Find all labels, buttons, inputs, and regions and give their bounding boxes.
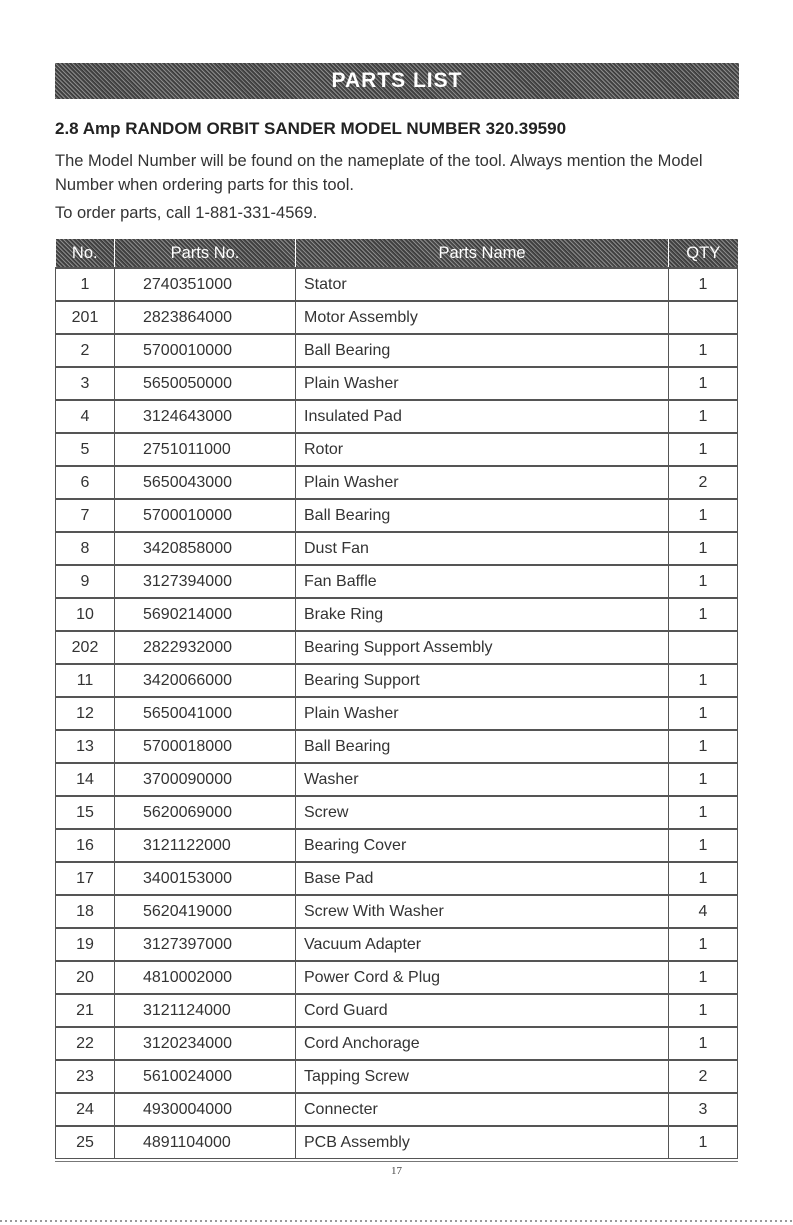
cell-parts-name: Insulated Pad	[296, 400, 669, 433]
cell-qty: 1	[669, 862, 738, 895]
cell-no: 16	[56, 829, 115, 862]
cell-parts-name: Motor Assembly	[296, 301, 669, 334]
cell-no: 10	[56, 598, 115, 631]
table-row	[56, 994, 738, 1027]
table-row	[56, 565, 738, 598]
table-row	[56, 400, 738, 433]
cell-parts-no: 3400153000	[115, 862, 296, 895]
cell-no: 14	[56, 763, 115, 796]
cell-parts-name: Connecter	[296, 1093, 669, 1126]
table-row	[56, 466, 738, 499]
cell-parts-name: Washer	[296, 763, 669, 796]
cell-parts-name: Tapping Screw	[296, 1060, 669, 1093]
cell-no: 23	[56, 1060, 115, 1093]
cell-parts-name: Bearing Cover	[296, 829, 669, 862]
table-row	[56, 499, 738, 532]
cell-parts-no: 5650043000	[115, 466, 296, 499]
cell-parts-no: 3127397000	[115, 928, 296, 961]
cell-parts-name: Screw With Washer	[296, 895, 669, 928]
cell-no: 15	[56, 796, 115, 829]
parts-table	[55, 239, 738, 1159]
order-phone-line: To order parts, call 1-881-331-4569.	[55, 204, 318, 222]
cell-qty: 2	[669, 466, 738, 499]
table-row	[56, 1027, 738, 1060]
table-row	[56, 928, 738, 961]
table-row	[56, 730, 738, 763]
cell-parts-name: Ball Bearing	[296, 334, 669, 367]
table-row	[56, 961, 738, 994]
cell-no: 13	[56, 730, 115, 763]
cell-qty: 1	[669, 598, 738, 631]
cell-parts-no: 2822932000	[115, 631, 296, 664]
model-number-description: The Model Number will be found on the nameplate of the tool. Always mention the Model Number when ordering parts for this tool.	[55, 152, 703, 194]
cell-parts-name: Stator	[296, 268, 669, 301]
cell-parts-name: Vacuum Adapter	[296, 928, 669, 961]
cell-parts-name: Fan Baffle	[296, 565, 669, 598]
cell-parts-no: 3121124000	[115, 994, 296, 1027]
cell-parts-no: 3420066000	[115, 664, 296, 697]
cell-parts-no: 5620419000	[115, 895, 296, 928]
cell-parts-name: Plain Washer	[296, 367, 669, 400]
table-row	[56, 268, 738, 301]
cell-parts-no: 4930004000	[115, 1093, 296, 1126]
cell-parts-no: 3124643000	[115, 400, 296, 433]
cell-parts-name: Dust Fan	[296, 532, 669, 565]
cell-parts-no: 3120234000	[115, 1027, 296, 1060]
cell-parts-name: Screw	[296, 796, 669, 829]
header-parts-no: Parts No.	[115, 239, 296, 268]
table-row	[56, 1126, 738, 1159]
cell-no: 19	[56, 928, 115, 961]
cell-parts-no: 5700018000	[115, 730, 296, 763]
cell-parts-name: Base Pad	[296, 862, 669, 895]
cell-no: 6	[56, 466, 115, 499]
cell-parts-no: 2740351000	[115, 268, 296, 301]
cell-qty	[669, 631, 738, 664]
page-number: 17	[391, 1165, 402, 1177]
table-row	[56, 763, 738, 796]
bottom-edge-dots	[0, 1220, 793, 1222]
table-row	[56, 334, 738, 367]
cell-no: 202	[56, 631, 115, 664]
cell-qty: 1	[669, 565, 738, 598]
header-no: No.	[71, 243, 98, 262]
cell-parts-no: 5700010000	[115, 499, 296, 532]
table-row	[56, 664, 738, 697]
cell-no: 1	[56, 268, 115, 301]
table-row	[56, 598, 738, 631]
parts-table-header-row	[56, 239, 738, 268]
cell-parts-no: 2751011000	[115, 433, 296, 466]
cell-parts-no: 5620069000	[115, 796, 296, 829]
table-row	[56, 433, 738, 466]
model-heading: 2.8 Amp RANDOM ORBIT SANDER MODEL NUMBER 320.39590	[55, 119, 567, 138]
cell-parts-name: Ball Bearing	[296, 730, 669, 763]
cell-parts-name: Power Cord & Plug	[296, 961, 669, 994]
cell-no: 7	[56, 499, 115, 532]
cell-qty: 1	[669, 400, 738, 433]
cell-no: 22	[56, 1027, 115, 1060]
cell-no: 21	[56, 994, 115, 1027]
cell-parts-no: 3700090000	[115, 763, 296, 796]
table-row	[56, 697, 738, 730]
cell-parts-no: 5650041000	[115, 697, 296, 730]
cell-qty: 1	[669, 697, 738, 730]
cell-qty: 1	[669, 961, 738, 994]
cell-no: 201	[56, 301, 115, 334]
cell-qty: 1	[669, 367, 738, 400]
cell-qty: 1	[669, 796, 738, 829]
cell-parts-name: Rotor	[296, 433, 669, 466]
cell-parts-name: Bearing Support	[296, 664, 669, 697]
parts-list-banner: PARTS LIST	[55, 63, 739, 99]
cell-parts-no: 5700010000	[115, 334, 296, 367]
cell-qty: 1	[669, 763, 738, 796]
footer-rule	[55, 1161, 738, 1162]
cell-no: 12	[56, 697, 115, 730]
cell-parts-name: Brake Ring	[296, 598, 669, 631]
cell-no: 8	[56, 532, 115, 565]
cell-qty: 1	[669, 1027, 738, 1060]
cell-qty: 1	[669, 664, 738, 697]
cell-parts-no: 4891104000	[115, 1126, 296, 1159]
cell-no: 24	[56, 1093, 115, 1126]
cell-parts-no: 5690214000	[115, 598, 296, 631]
parts-table-body	[56, 268, 738, 1159]
cell-qty: 1	[669, 268, 738, 301]
cell-parts-name: Plain Washer	[296, 466, 669, 499]
cell-no: 25	[56, 1126, 115, 1159]
cell-parts-name: Ball Bearing	[296, 499, 669, 532]
cell-qty: 1	[669, 334, 738, 367]
cell-parts-no: 3127394000	[115, 565, 296, 598]
cell-qty: 1	[669, 532, 738, 565]
cell-parts-no: 5650050000	[115, 367, 296, 400]
table-row	[56, 1093, 738, 1126]
cell-no: 9	[56, 565, 115, 598]
cell-no: 20	[56, 961, 115, 994]
cell-qty: 4	[669, 895, 738, 928]
cell-parts-name: Cord Guard	[296, 994, 669, 1027]
cell-no: 3	[56, 367, 115, 400]
table-row	[56, 367, 738, 400]
cell-qty: 1	[669, 994, 738, 1027]
cell-qty: 1	[669, 829, 738, 862]
cell-parts-no: 2823864000	[115, 301, 296, 334]
cell-parts-no: 4810002000	[115, 961, 296, 994]
table-row	[56, 1060, 738, 1093]
cell-no: 11	[56, 664, 115, 697]
cell-qty: 1	[669, 928, 738, 961]
cell-parts-no: 3420858000	[115, 532, 296, 565]
cell-no: 2	[56, 334, 115, 367]
cell-parts-name: Plain Washer	[296, 697, 669, 730]
table-row	[56, 301, 738, 334]
cell-qty: 1	[669, 433, 738, 466]
cell-qty: 3	[669, 1093, 738, 1126]
cell-parts-name: Cord Anchorage	[296, 1027, 669, 1060]
cell-qty	[669, 301, 738, 334]
table-row	[56, 796, 738, 829]
cell-parts-name: PCB Assembly	[296, 1126, 669, 1159]
cell-qty: 1	[669, 499, 738, 532]
cell-parts-no: 5610024000	[115, 1060, 296, 1093]
table-row	[56, 532, 738, 565]
table-row	[56, 631, 738, 664]
header-parts-name: Parts Name	[296, 239, 669, 268]
cell-qty: 1	[669, 1126, 738, 1159]
cell-parts-name: Bearing Support Assembly	[296, 631, 669, 664]
cell-no: 4	[56, 400, 115, 433]
cell-no: 17	[56, 862, 115, 895]
cell-parts-no: 3121122000	[115, 829, 296, 862]
cell-qty: 1	[669, 730, 738, 763]
cell-no: 18	[56, 895, 115, 928]
cell-no: 5	[56, 433, 115, 466]
header-qty: QTY	[669, 239, 738, 268]
table-row	[56, 829, 738, 862]
table-row	[56, 895, 738, 928]
cell-qty: 2	[669, 1060, 738, 1093]
table-row	[56, 862, 738, 895]
